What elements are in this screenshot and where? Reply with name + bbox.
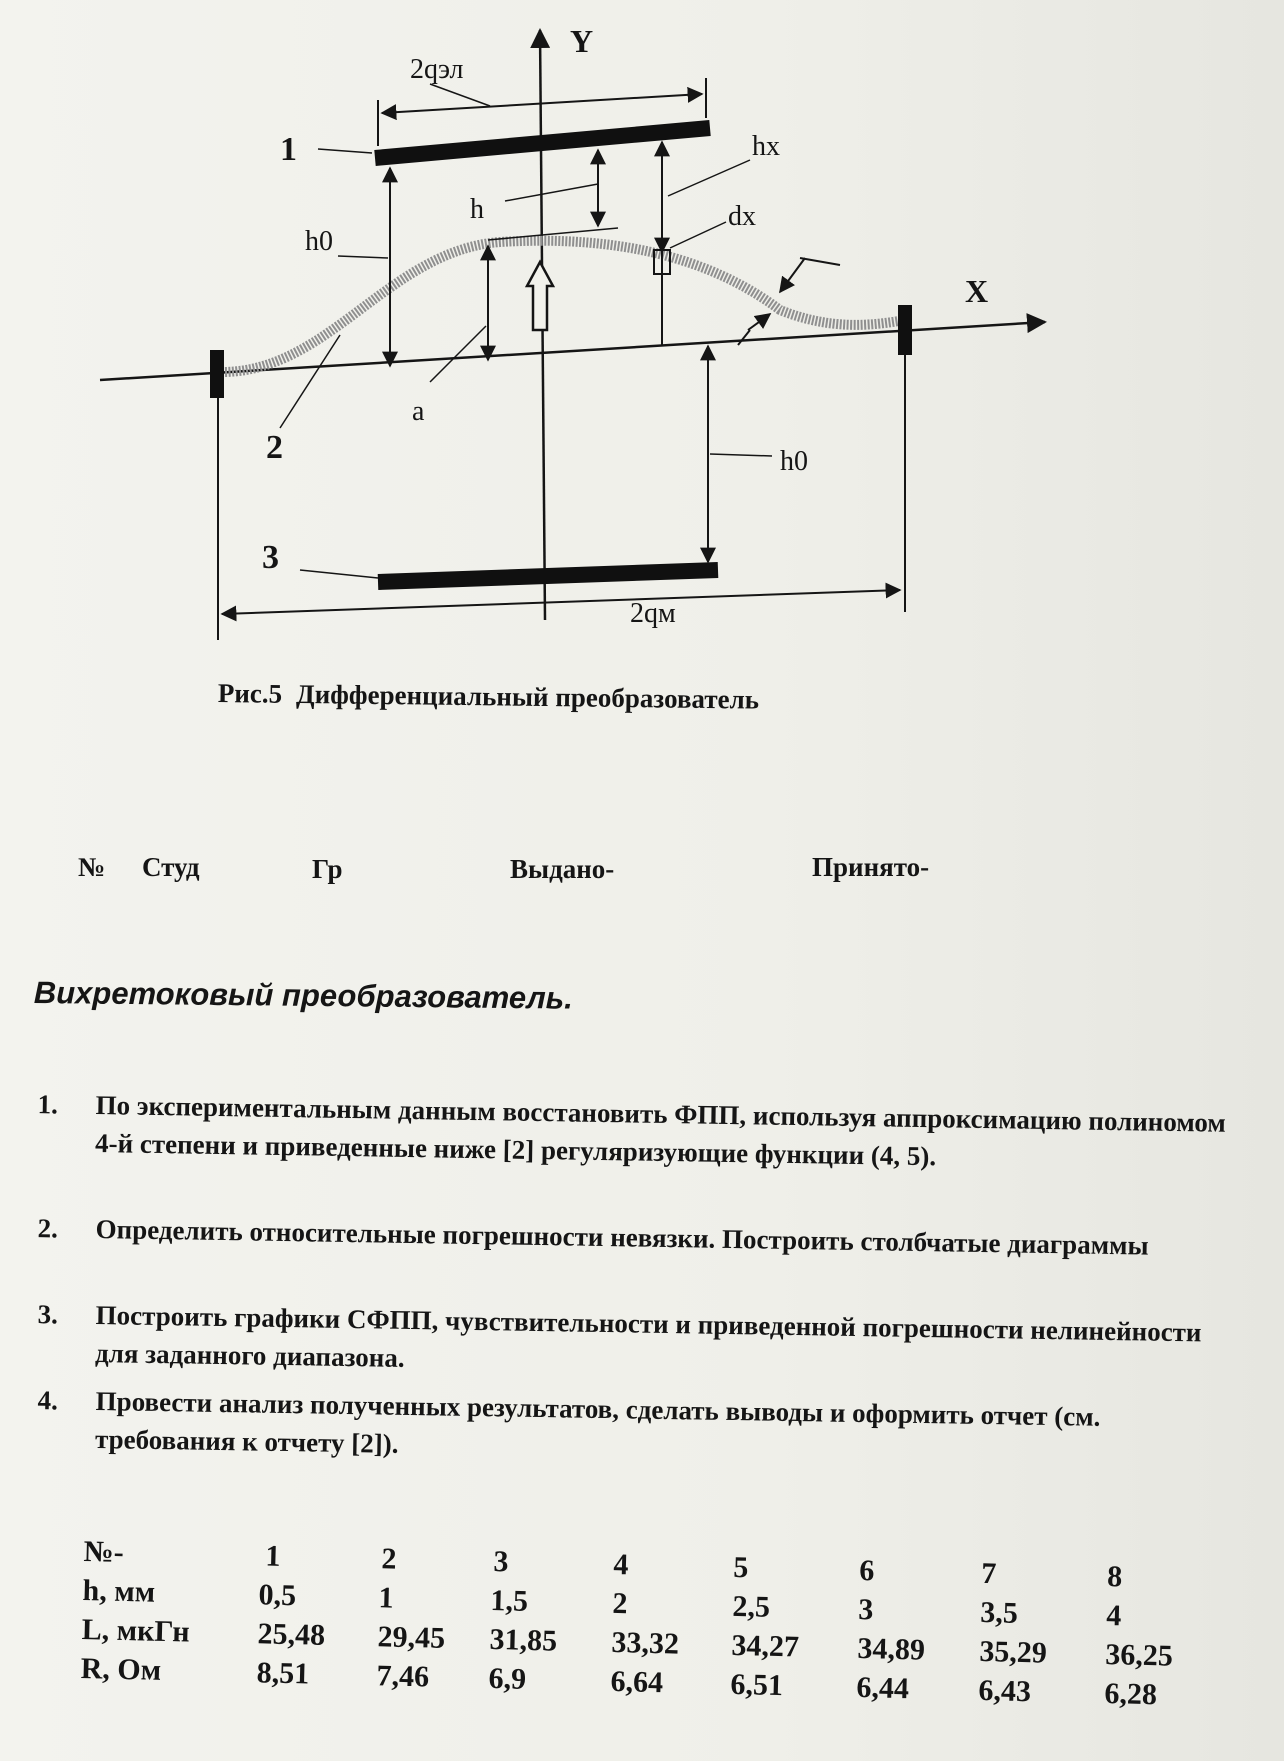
table-cell: 6,51	[730, 1667, 784, 1703]
table-cell: 3	[858, 1592, 874, 1627]
table-cell: 29,45	[377, 1620, 446, 1655]
row-label: R, Ом	[80, 1651, 162, 1687]
table-cell: 2	[612, 1586, 628, 1621]
table-cell: 2,5	[732, 1589, 771, 1624]
table-cell: 35,29	[979, 1634, 1048, 1670]
task-number: 3.	[37, 1299, 59, 1330]
table-cell: 0,5	[258, 1578, 297, 1613]
table-cell: 1	[378, 1581, 394, 1615]
table-cell: 7,46	[376, 1659, 430, 1694]
task-text: Провести анализ полученных результатов, сделать выводы и оформить отчет (см. требования к отчету [2]).	[94, 1386, 1101, 1459]
y-axis-label: Y	[570, 23, 594, 59]
task-number: 1.	[37, 1089, 59, 1120]
label-a: a	[412, 396, 425, 427]
dimension-2qm	[222, 590, 900, 614]
table-cell: 34,27	[731, 1628, 800, 1664]
left-clamp	[210, 350, 224, 398]
group-label: Гр	[312, 854, 343, 884]
task-text: Определить относительные погрешности невязки. Построить столбчатые диаграммы	[95, 1214, 1149, 1261]
column-header: 8	[1106, 1560, 1123, 1594]
task-number: 4.	[37, 1385, 59, 1416]
electrode-3	[378, 570, 718, 582]
student-label: Студ	[142, 852, 200, 882]
table-cell: 33,32	[611, 1625, 680, 1661]
student-info-line	[0, 852, 1100, 892]
pressure-arrow	[527, 262, 553, 330]
electrode-1	[375, 128, 710, 158]
label-dx: dx	[728, 201, 756, 232]
table-cell: 4	[1105, 1599, 1122, 1633]
figure-caption	[218, 678, 760, 716]
accepted-label: Принято-	[812, 852, 930, 882]
label-2: 2	[266, 429, 283, 466]
label-h0-right: h0	[780, 446, 808, 477]
table-cell: 25,48	[257, 1617, 326, 1652]
table-cell: 6,64	[610, 1664, 664, 1700]
caption-number: Рис.5	[217, 678, 283, 709]
issued-label: Выдано-	[510, 854, 615, 884]
label-2q-el: 2qэл	[410, 54, 464, 85]
task-text: По экспериментальным данным восстановить ФПП, используя аппроксимацию полиномом 4-й степени и приведенные ниже [2] регуляризующие функции (4, 5).	[94, 1090, 1227, 1172]
row-label: L, мкГн	[81, 1612, 191, 1649]
table-cell: 6,43	[978, 1673, 1032, 1709]
table-cell: 3,5	[979, 1595, 1019, 1630]
x-axis-label: X	[965, 273, 989, 309]
table-cell: 1,5	[490, 1583, 529, 1618]
table-cell: 34,89	[857, 1631, 926, 1667]
column-header: 7	[980, 1556, 997, 1591]
label-h0-left: h0	[305, 226, 333, 257]
task-number: 2.	[37, 1213, 59, 1244]
table-cell: 6,28	[1104, 1676, 1158, 1712]
label-1: 1	[280, 131, 297, 168]
column-header: 4	[613, 1547, 629, 1582]
differential-transducer-diagram	[0, 0, 1284, 660]
table-header-label: №-	[83, 1535, 125, 1569]
table-cell: 6,9	[488, 1661, 527, 1696]
column-header: 6	[858, 1553, 875, 1588]
measurement-table	[80, 1535, 1243, 1719]
column-header: 3	[493, 1545, 509, 1579]
label-2q-m: 2qм	[630, 598, 676, 629]
table-cell: 31,85	[489, 1622, 558, 1658]
table-cell: 36,25	[1104, 1637, 1174, 1673]
column-header: 1	[265, 1539, 281, 1573]
column-header: 2	[381, 1542, 397, 1576]
section-title: Вихретоковый преобразователь.	[33, 975, 573, 1016]
thickness-arrow-bottom	[748, 314, 770, 330]
table-cell: 6,44	[856, 1670, 910, 1706]
label-3: 3	[262, 539, 279, 576]
thickness-arrow-top	[780, 258, 805, 292]
table-cell: 8,51	[256, 1656, 310, 1691]
label-hx: hx	[752, 131, 780, 162]
label-h: h	[470, 194, 484, 225]
caption-text: Дифференциальный преобразователь	[295, 678, 760, 715]
right-clamp	[898, 305, 912, 355]
column-header: 5	[732, 1550, 749, 1585]
student-number-label: №	[78, 852, 106, 882]
dimension-2q-el	[382, 94, 702, 113]
row-label: h, мм	[82, 1573, 156, 1609]
task-text: Построить графики СФПП, чувствительности и приведенной погрешности нелинейности для заданного диапазона.	[94, 1300, 1202, 1373]
